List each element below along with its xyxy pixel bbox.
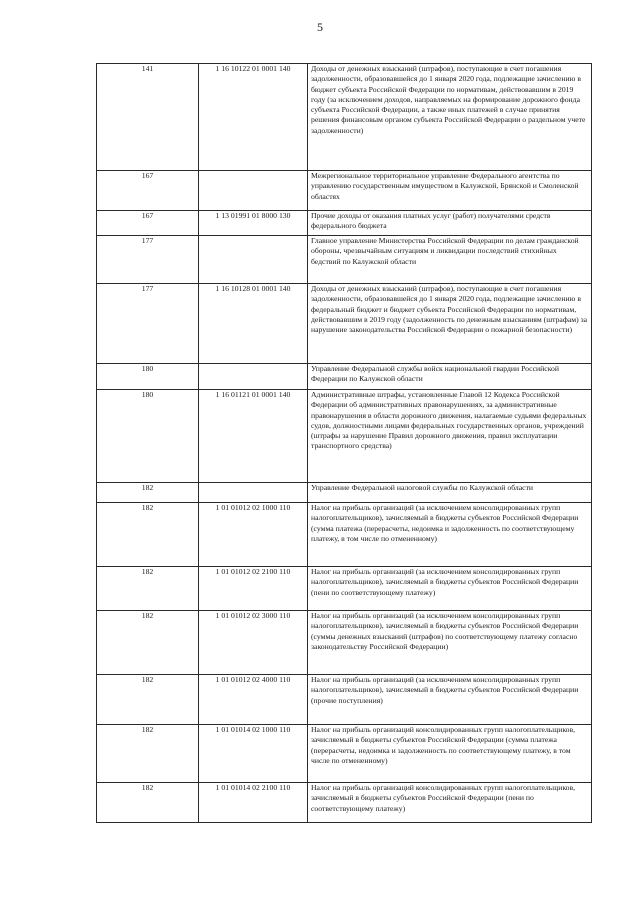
table-row [97, 390, 592, 483]
table-row [97, 171, 592, 211]
revenue-name-cell: Налог на прибыль организаций консолидированных групп налогоплательщиков, зачисляемый в бюджеты субъектов Российской Федерации (сумма платежа (перерасчеты, недоимка и задолженность по соответствующему платежу, в том числе по отмененному) [308, 725, 592, 783]
table-row [97, 783, 592, 823]
kbk-cell: 1 01 01012 02 1000 110 [199, 503, 308, 567]
table-row [97, 284, 592, 364]
kbk-cell [199, 364, 308, 390]
kbk-cell: 1 01 01014 02 2100 110 [199, 783, 308, 823]
kbk-cell [199, 236, 308, 284]
revenue-name-cell: Административные штрафы, установленные Главой 12 Кодекса Российской Федерации об административных правонарушениях, за административные правонарушения в области дорожного движения, налагаемые судьями федеральных судов, должностными лицами федеральных государственных органов, учреждений (штрафы за нарушение Правил дорожного движения, правил эксплуатации транспортного средства) [308, 390, 592, 483]
table-row [97, 236, 592, 284]
revenue-name-cell: Налог на прибыль организаций (за исключением консолидированных групп налогоплательщиков), зачисляемый в бюджеты субъектов Российской Федерации (сумма платежа (перерасчеты, недоимка и задолженность по соответствующему платежу, в том числе по отмененному) [308, 503, 592, 567]
revenue-name-cell: Управление Федеральной налоговой службы по Калужской области [308, 483, 592, 503]
revenue-name-cell: Налог на прибыль организаций консолидированных групп налогоплательщиков, зачисляемый в бюджеты субъектов Российской Федерации (пени по соответствующему платежу) [308, 783, 592, 823]
page-number: 5 [317, 20, 323, 34]
revenue-name-cell: Главное управление Министерства Российской Федерации по делам гражданской обороны, чрезвычайным ситуациям и ликвидации последствий стихийных бедствий по Калужской области [308, 236, 592, 284]
kbk-cell: 1 01 01012 02 2100 110 [199, 567, 308, 611]
table-row [97, 611, 592, 675]
admin-code-cell: 182 [97, 503, 199, 567]
admin-code-cell: 180 [97, 364, 199, 390]
admin-code-cell: 182 [97, 611, 199, 675]
revenue-name-cell: Налог на прибыль организаций (за исключением консолидированных групп налогоплательщиков), зачисляемый в бюджеты субъектов Российской Федерации (пени по соответствующему платежу) [308, 567, 592, 611]
admin-code-cell: 167 [97, 171, 199, 211]
admin-code-cell: 182 [97, 567, 199, 611]
kbk-cell: 1 16 01121 01 0001 140 [199, 390, 308, 483]
table-row [97, 64, 592, 171]
admin-code-cell: 177 [97, 236, 199, 284]
kbk-cell: 1 01 01012 02 4000 110 [199, 675, 308, 725]
table-row [97, 211, 592, 236]
admin-code-cell: 182 [97, 483, 199, 503]
kbk-cell [199, 483, 308, 503]
kbk-cell: 1 01 01012 02 3000 110 [199, 611, 308, 675]
table-row [97, 567, 592, 611]
revenue-name-cell: Доходы от денежных взысканий (штрафов), поступающие в счет погашения задолженности, образовавшейся до 1 января 2020 года, подлежащие зачислению в федеральный бюджет и бюджет субъекта Российской Федерации по нормативам, действовавшим в 2019 году (задолженность по денежным взысканиям (штрафам) за нарушение законодательства Российской Федерации о пожарной безопасности) [308, 284, 592, 364]
table-row [97, 503, 592, 567]
revenue-name-cell: Налог на прибыль организаций (за исключением консолидированных групп налогоплательщиков), зачисляемый в бюджеты субъектов Российской Федерации (суммы денежных взысканий (штрафов) по соответствующему платежу согласно законодательству Российской Федерации) [308, 611, 592, 675]
revenue-codes-table [96, 63, 592, 823]
kbk-cell: 1 16 10128 01 0001 140 [199, 284, 308, 364]
revenue-name-cell: Налог на прибыль организаций (за исключением консолидированных групп налогоплательщиков), зачисляемый в бюджеты субъектов Российской Федерации (прочие поступления) [308, 675, 592, 725]
admin-code-cell: 182 [97, 725, 199, 783]
admin-code-cell: 141 [97, 64, 199, 171]
table-row [97, 364, 592, 390]
revenue-name-cell: Управление Федеральной службы войск национальной гвардии Российской Федерации по Калужской области [308, 364, 592, 390]
kbk-cell: 1 13 01991 01 8000 130 [199, 211, 308, 236]
admin-code-cell: 180 [97, 390, 199, 483]
admin-code-cell: 167 [97, 211, 199, 236]
kbk-cell: 1 16 10122 01 0001 140 [199, 64, 308, 171]
table-row [97, 675, 592, 725]
table-row [97, 725, 592, 783]
revenue-name-cell: Доходы от денежных взысканий (штрафов), поступающие в счет погашения задолженности, образовавшейся до 1 января 2020 года, подлежащие зачислению в бюджет субъекта Российской Федерации по нормативам, действовавшим в 2019 году (за исключением доходов, направляемых на формирование дорожного фонда субъекта Российской Федерации, а также иных платежей в случае принятия решения финансовым органом субъекта Российской Федерации о раздельном учете задолженности) [308, 64, 592, 171]
table-row [97, 483, 592, 503]
kbk-cell: 1 01 01014 02 1000 110 [199, 725, 308, 783]
admin-code-cell: 182 [97, 783, 199, 823]
revenue-name-cell: Прочие доходы от оказания платных услуг (работ) получателями средств федерального бюджета [308, 211, 592, 236]
revenue-name-cell: Межрегиональное территориальное управление Федерального агентства по управлению государственным имуществом в Калужской, Брянской и Смоленской областях [308, 171, 592, 211]
admin-code-cell: 177 [97, 284, 199, 364]
admin-code-cell: 182 [97, 675, 199, 725]
kbk-cell [199, 171, 308, 211]
